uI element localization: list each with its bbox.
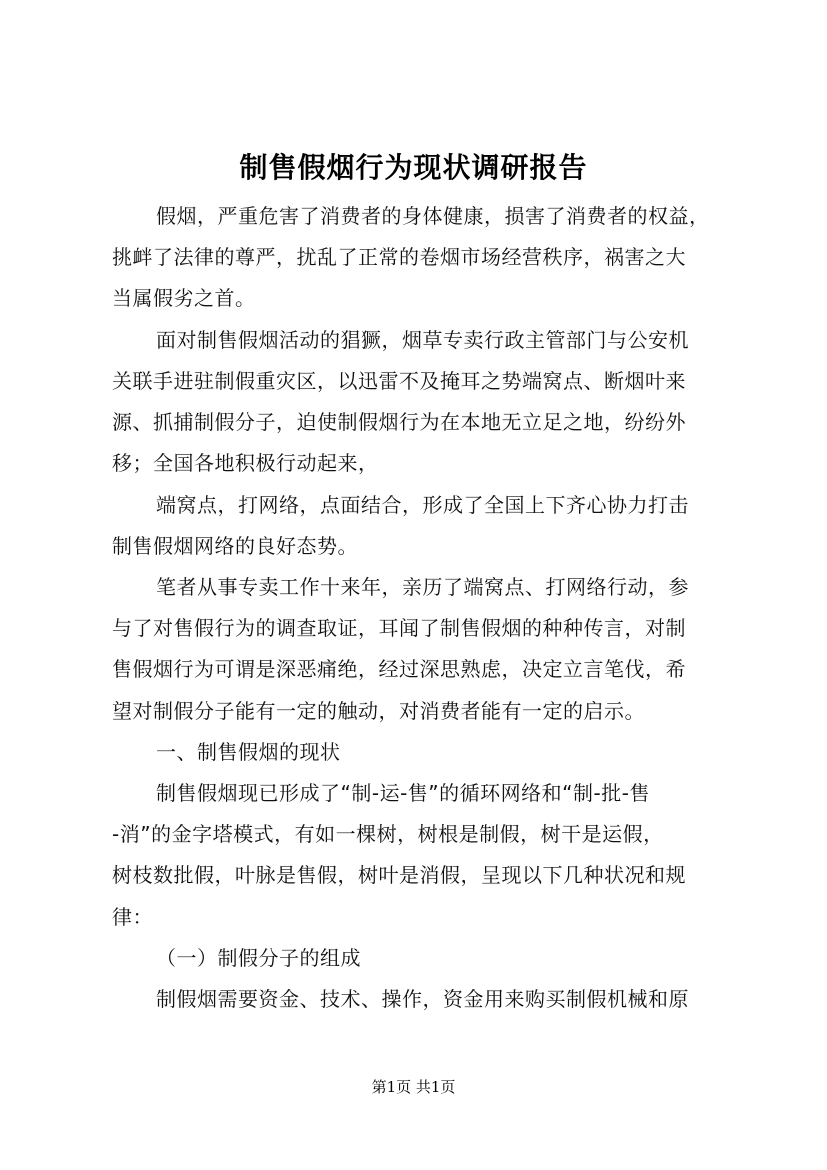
paragraph-line: 关联手进驻制假重灾区，以迅雷不及掩耳之势端窝点、断烟叶来 (112, 369, 686, 393)
paragraph-line: 树枝数批假，叶脉是售假，树叶是消假，呈现以下几种状况和规 (112, 863, 686, 887)
page-footer: 第1页 共1页 (371, 1078, 456, 1096)
paragraph-line: 当属假劣之首。 (112, 286, 256, 310)
paragraph-line: 售假烟行为可谓是深恶痛绝，经过深思熟虑，决定立言笔伐，希 (112, 657, 686, 681)
paragraph-line: 制假烟需要资金、技术、操作，资金用来购买制假机械和原 (156, 987, 689, 1011)
paragraph-line: 与了对售假行为的调查取证，耳闻了制售假烟的种种传言，对制 (112, 616, 686, 640)
paragraph-line: 制售假烟现已形成了“制-运-售”的循环网络和“制-批-售 (156, 781, 650, 805)
subsection-heading: （一）制假分子的组成 (156, 946, 361, 970)
paragraph-line: 源、抓捕制假分子，迫使制假烟行为在本地无立足之地，纷纷外 (112, 410, 686, 434)
section-heading: 一、制售假烟的现状 (156, 740, 341, 764)
paragraph-line: 假烟，严重危害了消费者的身体健康，损害了消费者的权益， (156, 204, 710, 228)
paragraph-line: 移；全国各地积极行动起来， (112, 451, 379, 475)
paragraph-line: 望对制假分子能有一定的触动，对消费者能有一定的启示。 (112, 699, 645, 723)
paragraph-line: 制售假烟网络的良好态势。 (112, 534, 358, 558)
paragraph-line: -消”的金字塔模式，有如一棵树，树根是制假，树干是运假， (112, 822, 664, 846)
paragraph-line: 律： (112, 905, 153, 929)
paragraph-line: 端窝点，打网络，点面结合，形成了全国上下齐心协力打击 (156, 493, 689, 517)
document-title: 制售假烟行为现状调研报告 (239, 151, 588, 184)
paragraph-line: 笔者从事专卖工作十来年，亲历了端窝点、打网络行动，参 (156, 575, 689, 599)
paragraph-line: 挑衅了法律的尊严，扰乱了正常的卷烟市场经营秩序，祸害之大 (112, 245, 686, 269)
paragraph-line: 面对制售假烟活动的猖獗，烟草专卖行政主管部门与公安机 (156, 328, 689, 352)
